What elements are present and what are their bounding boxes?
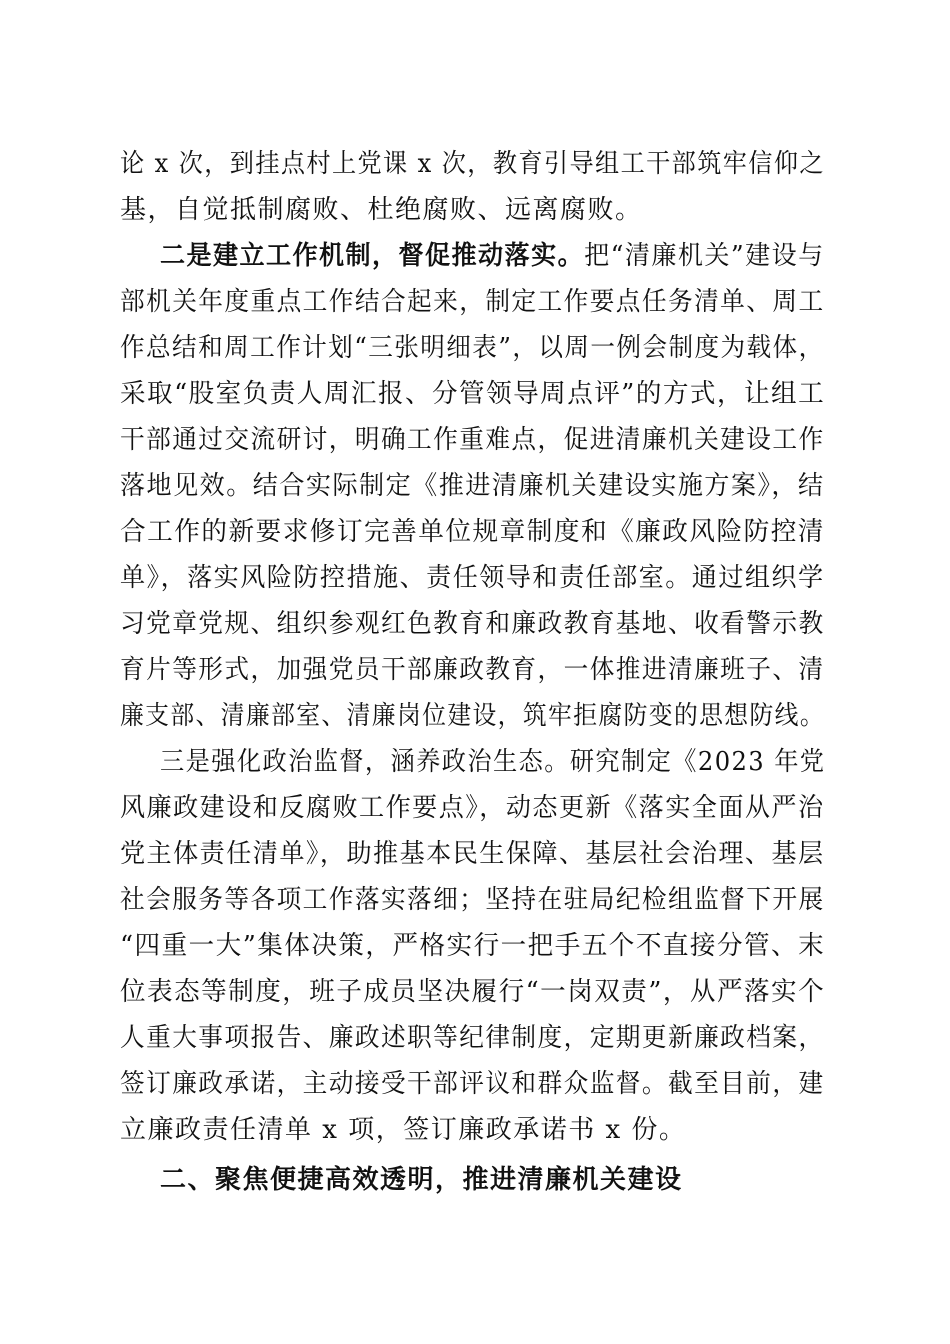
body-line: 合工作的新要求修订完善单位规章制度和《廉政风险防控清 (120, 517, 826, 547)
paragraph-line-with-lead (160, 236, 825, 276)
body-line: 习党章党规、组织参观红色教育和廉政教育基地、收看警示教 (120, 609, 825, 639)
body-line: 社会服务等各项工作落实落细；坚持在驻局纪检组监督下开展 (120, 885, 825, 915)
paragraph-lead: 二是建立工作机制，督促推动落实。 (160, 241, 585, 271)
body-line: 育片等形式，加强党员干部廉政教育，一体推进清廉班子、清 (120, 655, 825, 685)
body-line: 基，自觉抵制腐败、杜绝腐败、远离腐败。 (120, 195, 643, 225)
body-line: 廉支部、清廉部室、清廉岗位建设，筑牢拒腐防变的思想防线。 (120, 701, 826, 731)
body-line: 立廉政责任清单 x 项，签订廉政承诺书 x 份。 (120, 1115, 687, 1145)
body-line: 位表态等制度，班子成员坚决履行“一岗双责”，从严落实个 (120, 977, 826, 1007)
body-line: 落地见效。结合实际制定《推进清廉机关建设实施方案》，结 (120, 471, 825, 501)
body-line: “四重一大”集体决策，严格实行一把手五个不直接分管、末 (120, 931, 826, 961)
paragraph-text: 把“清廉机关”建设与 (584, 241, 825, 271)
body-line: 作总结和周工作计划“三张明细表”，以周一例会制度为载体， (120, 333, 825, 363)
section-heading: 二、聚焦便捷高效透明，推进清廉机关建设 (160, 1165, 683, 1195)
body-line: 签订廉政承诺，主动接受干部评议和群众监督。截至目前，建 (120, 1069, 825, 1099)
body-line: 党主体责任清单》，助推基本民生保障、基层社会治理、基层 (120, 839, 825, 869)
body-line: 风廉政建设和反腐败工作要点》，动态更新《落实全面从严治 (120, 793, 825, 823)
body-line: 干部通过交流研讨，明确工作重难点，促进清廉机关建设工作 (120, 425, 825, 455)
body-line: 论 x 次，到挂点村上党课 x 次，教育引导组工干部筑牢信仰之 (120, 149, 825, 179)
body-line: 人重大事项报告、廉政述职等纪律制度，定期更新廉政档案， (120, 1023, 825, 1053)
paragraph-line: 三是强化政治监督，涵养政治生态。研究制定《2023 年党 (160, 747, 826, 777)
body-line: 部机关年度重点工作结合起来，制定工作要点任务清单、周工 (120, 287, 825, 317)
body-line: 采取“股室负责人周汇报、分管领导周点评”的方式，让组工 (120, 379, 826, 409)
body-line: 单》，落实风险防控措施、责任领导和责任部室。通过组织学 (120, 563, 825, 593)
